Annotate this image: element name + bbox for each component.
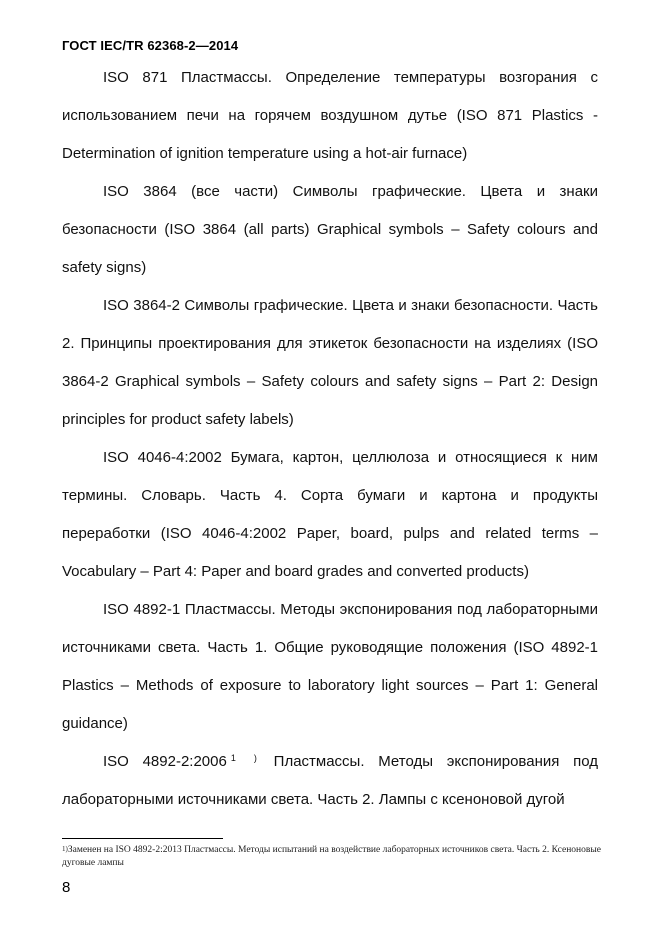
footnote bbox=[62, 844, 607, 870]
document-header: ГОСТ IEC/TR 62368-2—2014 bbox=[62, 38, 239, 53]
footnote-divider bbox=[62, 838, 223, 839]
reference-paragraph: ISO 3864-2 Символы графические. Цвета и знаки безопасности. Часть 2. Принципы проектирования для этикеток безопасности на изделиях (ISO 3864-2 Graphical symbols – Safety colours and safety signs – Part 2: Design principles for product safety labels) bbox=[62, 297, 598, 428]
reference-text: Пластмассы. Методы экспонирования под лабораторными источниками света. Часть 2. Лампы с ксеноновой дугой bbox=[62, 753, 598, 808]
reference-paragraph: ISO 4046-4:2002 Бумага, картон, целлюлоза и относящиеся к ним термины. Словарь. Часть 4. Сорта бумаги и картона и продукты переработки (ISO 4046-4:2002 Paper, board, pulps and related terms – Vocabulary – Part 4: Paper and board grades and converted products) bbox=[62, 449, 598, 580]
page-number: 8 bbox=[62, 879, 71, 896]
footnote-number: 1) bbox=[62, 845, 68, 853]
reference-paragraph-footnoted bbox=[62, 743, 598, 819]
reference-paragraph: ISO 4892-1 Пластмассы. Методы экспонирования под лабораторными источниками света. Часть 1. Общие руководящие положения (ISO 4892-1 Plastics – Methods of exposure to laboratory light sources – Part 1: General guidance) bbox=[62, 601, 598, 732]
reference-paragraph: ISO 3864 (все части) Символы графические. Цвета и знаки безопасности (ISO 3864 (all parts) Graphical symbols – Safety colours and safety signs) bbox=[62, 183, 598, 276]
footnote-text: Заменен на ISO 4892-2:2013 Пластмассы. Методы испытаний на воздействие лабораторных источников света. Часть 2. Ксеноновые дуговые лампы bbox=[62, 845, 601, 868]
reference-paragraph: ISO 871 Пластмассы. Определение температуры возгорания с использованием печи на горячем воздушном дутье (ISO 871 Plastics - Determination of ignition temperature using a hot-air furnace) bbox=[62, 69, 598, 162]
reference-code: ISO 4892-2:2006 bbox=[103, 753, 227, 770]
document-body bbox=[62, 59, 598, 819]
footnote-marker: 1 ) bbox=[230, 753, 260, 763]
